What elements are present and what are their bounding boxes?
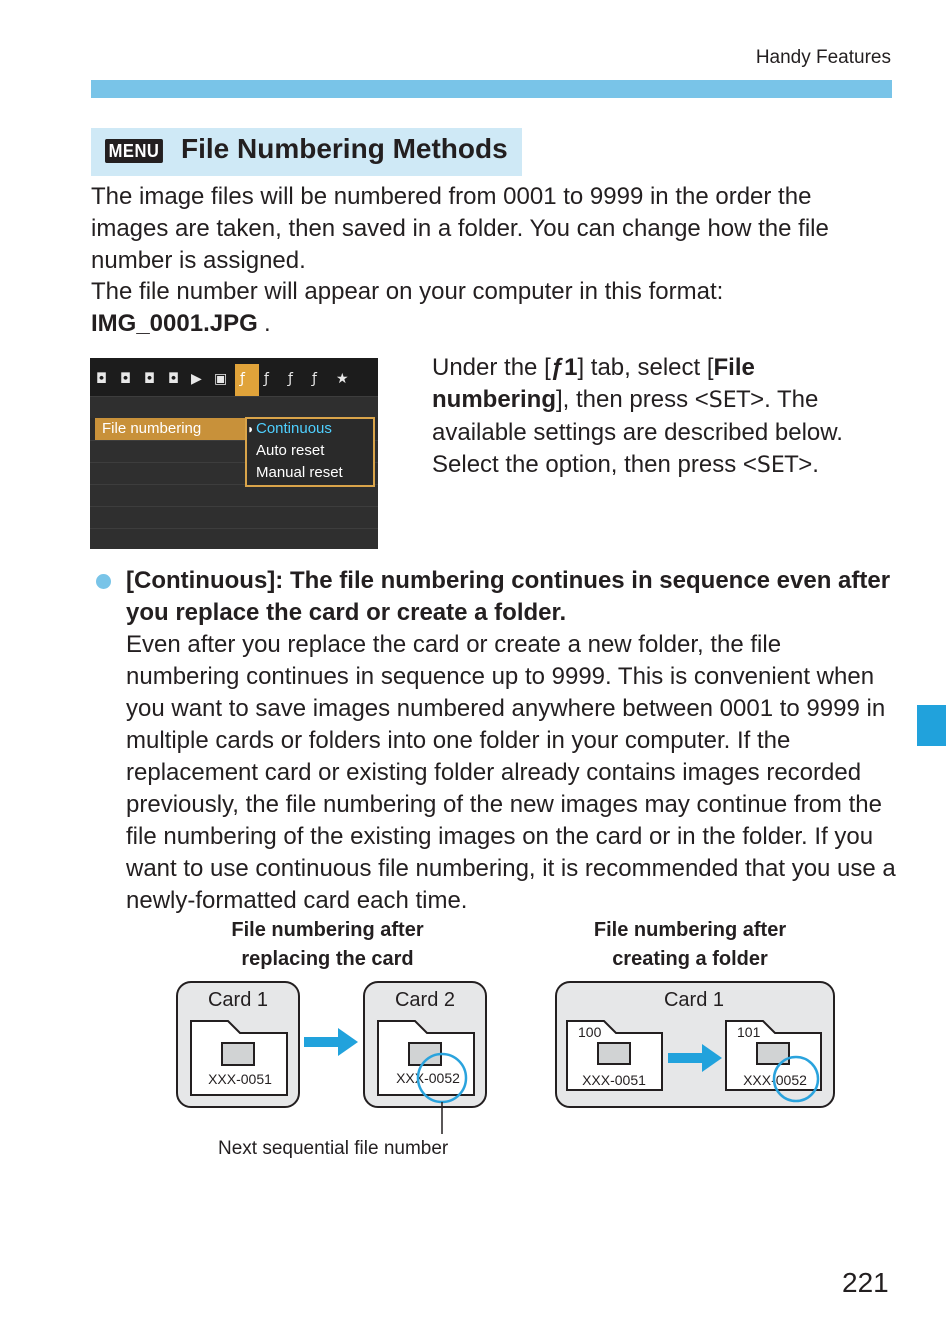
camera-tab-icon: ◘ xyxy=(168,371,180,387)
chapter-side-tab xyxy=(917,705,946,746)
intro-paragraph: The image files will be numbered from 0001 to 9999 in the order the images are taken, then saved in a folder. You can change how the file number is assigned. xyxy=(91,183,829,274)
card-1-label: Card 1 xyxy=(207,989,269,1011)
next-file-number-label: Next sequential file number xyxy=(218,1138,449,1159)
card-1-label: Card 1 xyxy=(663,989,725,1011)
menu-item-file-numbering: File numbering xyxy=(102,420,202,437)
selection-caret-icon: ◗ xyxy=(247,422,255,436)
arrow-right-icon xyxy=(338,1028,358,1056)
filename-period: . xyxy=(264,310,271,337)
folder-number: 101 xyxy=(737,1024,761,1040)
arrow-right-icon xyxy=(668,1053,704,1063)
setup-tab-icon: ƒ xyxy=(240,371,245,387)
header-section-label: Handy Features xyxy=(755,47,891,68)
instr-text: Under the [ xyxy=(432,354,551,381)
file-label: XXX-0052 xyxy=(743,1072,807,1088)
option-continuous: Continuous xyxy=(256,420,332,437)
file-label: XXX-0051 xyxy=(582,1072,646,1088)
playback-tab-icon: ▣ xyxy=(214,371,228,387)
setup-tab-icon: ƒ xyxy=(288,371,293,387)
continuous-body: Even after you replace the card or create a new folder, the file numbering continues in sequence up to 9999. This is convenient when you want to save images numbered anywhere between 0001 to 9999 in multiple cards or folders into one folder in your computer. If the replacement card or existing folder already contains images recorded previously, the file numbering of the new images may continue from the file numbering of the existing images on the card or in the folder. If you want to use continuous file numbering, it is recommended that you use a newly-formatted card each time. xyxy=(126,631,896,914)
setup-tab-icon: ƒ xyxy=(264,371,269,387)
image-icon xyxy=(222,1043,254,1065)
instr-text: >. xyxy=(798,451,819,478)
folder-number: 100 xyxy=(578,1024,602,1040)
caption-line: replacing the card xyxy=(241,948,414,970)
camera-tab-icon: ◘ xyxy=(96,371,108,387)
file-label: XXX-0052 xyxy=(396,1070,460,1086)
instr-text: >. The available settings are described below. Select the option, then press < xyxy=(432,386,843,478)
playback-tab-icon: ▶ xyxy=(191,371,202,387)
menu-item-ref: File numbering xyxy=(432,354,755,413)
instr-text: ], then press < xyxy=(556,386,709,413)
set-button-ref: SET xyxy=(756,453,799,478)
image-icon xyxy=(598,1043,630,1064)
filename-example: IMG_0001.JPG xyxy=(91,310,258,337)
page-number: 221 xyxy=(842,1267,889,1298)
caption-line: File numbering after xyxy=(593,919,787,941)
format-paragraph: The file number will appear on your computer in this format: xyxy=(91,278,724,305)
continuous-heading: [Continuous]: The file numbering continues in sequence even after you replace the card or create a folder. xyxy=(126,567,891,626)
setup-tab-ref: ƒ1 xyxy=(550,354,578,381)
camera-tab-icon: ◘ xyxy=(120,371,132,387)
section-title: File Numbering Methods xyxy=(181,133,508,164)
instr-text: ] tab, select [ xyxy=(577,354,714,381)
mymenu-star-icon: ★ xyxy=(336,371,349,387)
option-auto-reset: Auto reset xyxy=(256,442,325,459)
caption-line: creating a folder xyxy=(612,948,768,970)
file-label: XXX-0051 xyxy=(208,1071,272,1087)
caption-line: File numbering after xyxy=(231,919,424,941)
arrow-right-icon xyxy=(304,1037,340,1047)
menu-icon: MENU xyxy=(105,139,163,163)
setup-tab-icon: ƒ xyxy=(312,371,317,387)
camera-tab-icon: ◘ xyxy=(144,371,156,387)
option-manual-reset: Manual reset xyxy=(256,464,343,481)
card-2-label: Card 2 xyxy=(394,989,456,1011)
set-button-ref: SET xyxy=(708,388,751,413)
